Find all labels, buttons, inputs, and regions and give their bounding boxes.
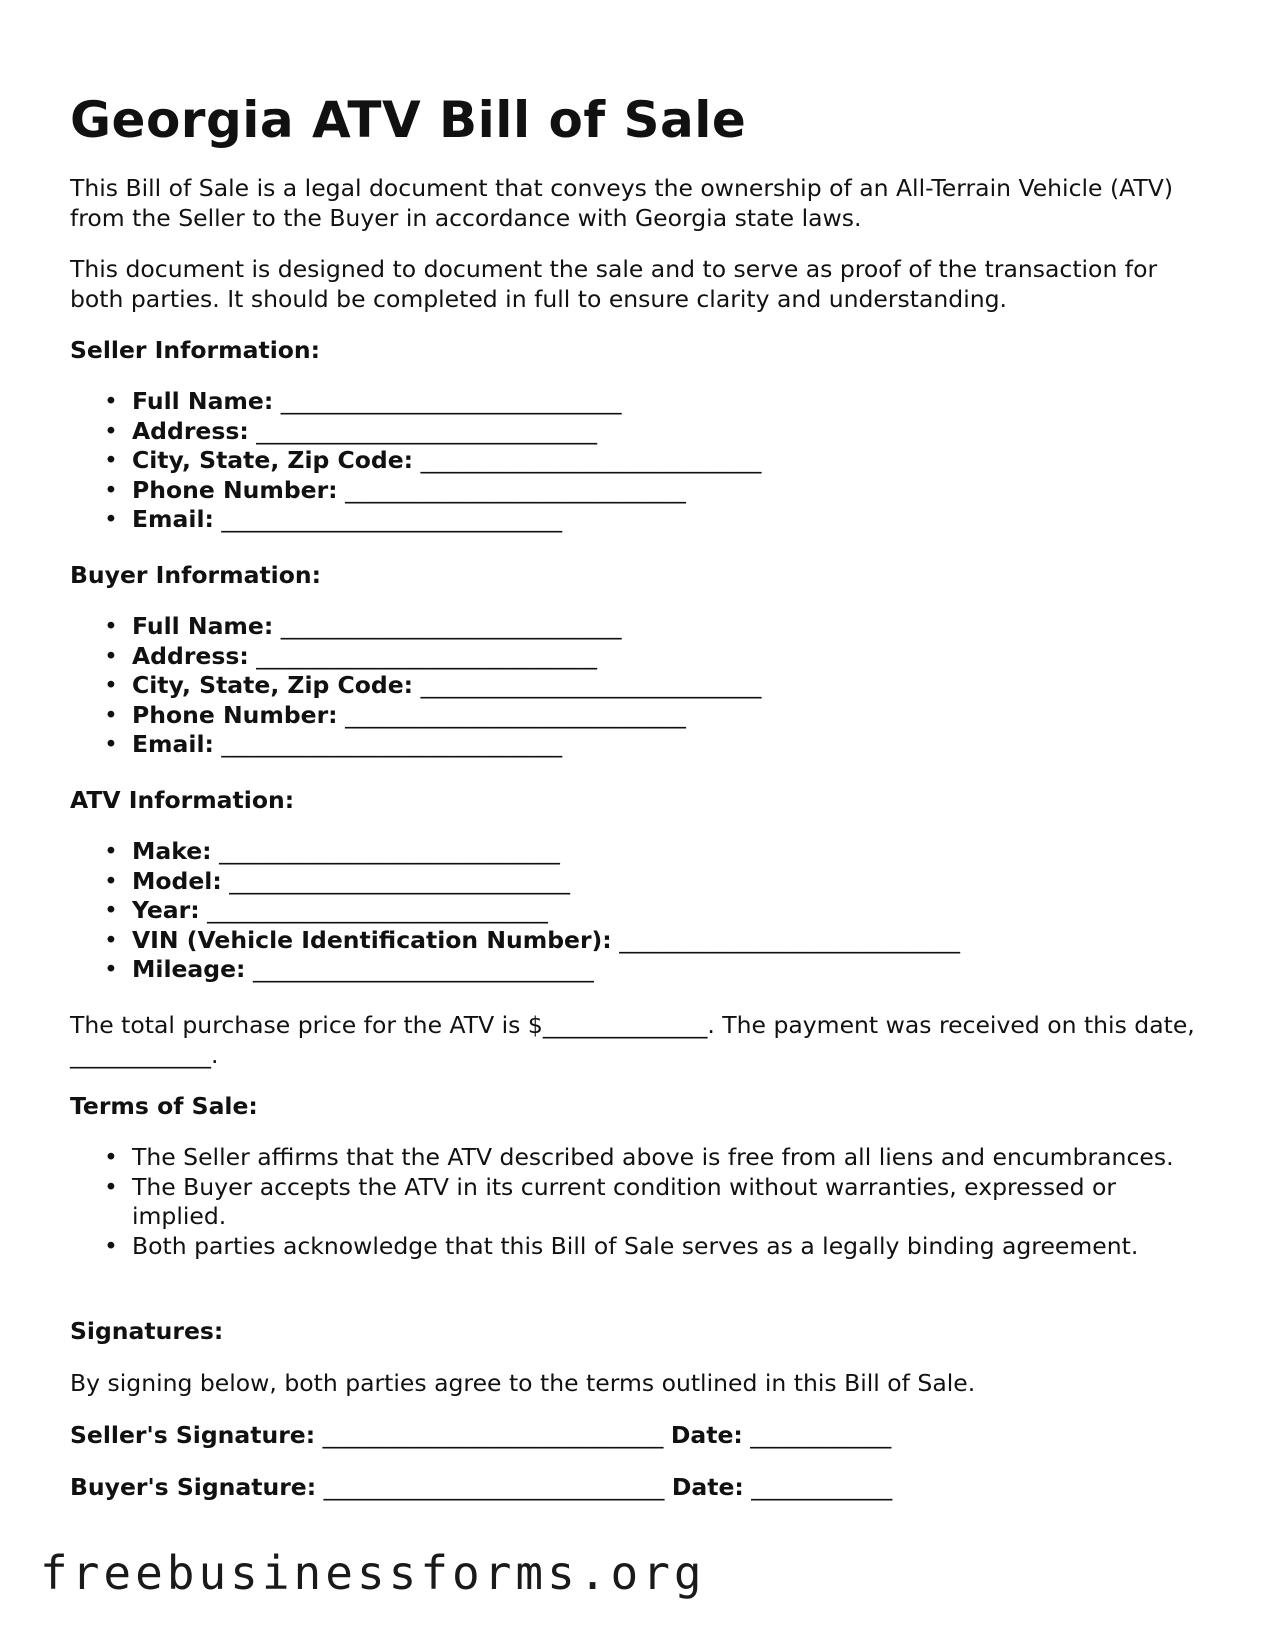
field-label: Email: (132, 730, 214, 758)
field-label: Email: (132, 505, 214, 533)
seller-address-field[interactable] (70, 417, 1200, 447)
field-label: Phone Number: (132, 475, 338, 504)
field-label: Address: (132, 641, 249, 670)
buyer-email-field[interactable] (70, 730, 1200, 760)
buyer-address-field[interactable] (70, 642, 1200, 672)
atv-heading: ATV Information: (70, 786, 295, 814)
field-label: Year: (132, 896, 200, 924)
field-blank: _____________________________ (345, 700, 686, 729)
atv-year-field[interactable] (70, 896, 1200, 926)
atv-section (70, 785, 1200, 815)
field-blank: _____________________________ (219, 837, 560, 865)
seller-heading: Seller Information: (70, 336, 321, 364)
signatures-heading: Signatures: (70, 1317, 224, 1345)
buyer-date-blank[interactable]: ____________ (751, 1473, 893, 1501)
field-label: Phone Number: (132, 700, 338, 729)
intro-section (70, 173, 1200, 233)
atv-mileage-field[interactable] (70, 955, 1200, 985)
page-title: Georgia ATV Bill of Sale (70, 91, 747, 149)
seller-signature-row[interactable] (70, 1420, 1200, 1450)
watermark-text: freebusinessforms.org (40, 1546, 706, 1600)
field-blank: _____________________________ (420, 671, 762, 699)
seller-date-blank[interactable]: ____________ (750, 1421, 892, 1449)
buyer-section (70, 560, 1200, 590)
seller-fields-list (70, 387, 1200, 535)
terms-item: • The Buyer accepts the ATV in its current condition without warranties, expressed or implied. (70, 1173, 1200, 1232)
field-blank: _____________________________ (280, 612, 622, 640)
buyer-fields-list (70, 612, 1200, 760)
field-blank: _____________________________ (221, 505, 563, 533)
field-label: Full Name: (132, 387, 274, 415)
field-blank: _____________________________ (256, 416, 597, 445)
signatures-statement: By signing below, both parties agree to the terms outlined in this Bill of Sale. (70, 1369, 976, 1397)
field-label: VIN (Vehicle Identification Number): (132, 925, 612, 954)
field-blank: _____________________________ (280, 387, 622, 415)
field-blank: _____________________________ (256, 641, 597, 670)
field-blank: _____________________________ (207, 896, 548, 924)
atv-vin-field[interactable] (70, 926, 1200, 956)
signatures-statement-block (70, 1368, 1200, 1398)
buyer-date-label: Date: (671, 1473, 744, 1501)
seller-date-label: Date: (670, 1421, 743, 1449)
buyer-phone-field[interactable] (70, 701, 1200, 731)
buyer-signature-row[interactable] (70, 1472, 1200, 1502)
field-label: City, State, Zip Code: (132, 671, 414, 699)
field-label: Mileage: (132, 955, 246, 983)
seller-section (70, 335, 1200, 365)
seller-signature-label: Seller's Signature: (70, 1421, 316, 1449)
field-blank: _____________________________ (420, 446, 762, 474)
terms-item: • Both parties acknowledge that this Bill of Sale serves as a legally binding agreement. (70, 1232, 1200, 1262)
buyer-heading: Buyer Information: (70, 561, 322, 589)
field-label: City, State, Zip Code: (132, 446, 414, 474)
field-blank: _____________________________ (229, 866, 570, 895)
signatures-section (70, 1316, 1200, 1346)
atv-make-field[interactable] (70, 837, 1200, 867)
seller-phone-field[interactable] (70, 476, 1200, 506)
atv-model-field[interactable] (70, 867, 1200, 897)
field-blank: _____________________________ (619, 925, 960, 954)
seller-city-state-zip-field[interactable] (70, 446, 1200, 476)
field-label: Full Name: (132, 612, 274, 640)
terms-heading: Terms of Sale: (70, 1092, 258, 1120)
buyer-city-state-zip-field[interactable] (70, 671, 1200, 701)
field-blank: _____________________________ (252, 955, 594, 983)
terms-section (70, 1091, 1200, 1121)
field-label: Address: (132, 416, 249, 445)
terms-item: • The Seller affirms that the ATV described above is free from all liens and encumbrances. (70, 1143, 1200, 1173)
seller-signature-blank[interactable]: _____________________________ (322, 1421, 664, 1449)
buyer-full-name-field[interactable] (70, 612, 1200, 642)
price-section (70, 1010, 1200, 1070)
field-blank: _____________________________ (221, 730, 563, 758)
field-label: Model: (132, 866, 222, 895)
field-blank: _____________________________ (345, 475, 686, 504)
terms-list (70, 1143, 1200, 1261)
buyer-signature-label: Buyer's Signature: (70, 1473, 317, 1501)
seller-full-name-field[interactable] (70, 387, 1200, 417)
price-sentence[interactable]: The total purchase price for the ATV is $______________. The payment was received on this date, ____________. (70, 1011, 1195, 1069)
seller-email-field[interactable] (70, 505, 1200, 535)
intro-paragraph-1: This Bill of Sale is a legal document that conveys the ownership of an All-Terrain Vehicle (ATV) from the Seller to the Buyer in accordance with Georgia state laws. (70, 174, 1173, 232)
intro-paragraph-2: This document is designed to document the sale and to serve as proof of the transaction for both parties. It should be completed in full to ensure clarity and understanding. (70, 255, 1158, 313)
intro-section-2 (70, 254, 1200, 314)
atv-fields-list (70, 837, 1200, 985)
field-label: Make: (132, 837, 212, 865)
buyer-signature-blank[interactable]: _____________________________ (323, 1473, 665, 1501)
